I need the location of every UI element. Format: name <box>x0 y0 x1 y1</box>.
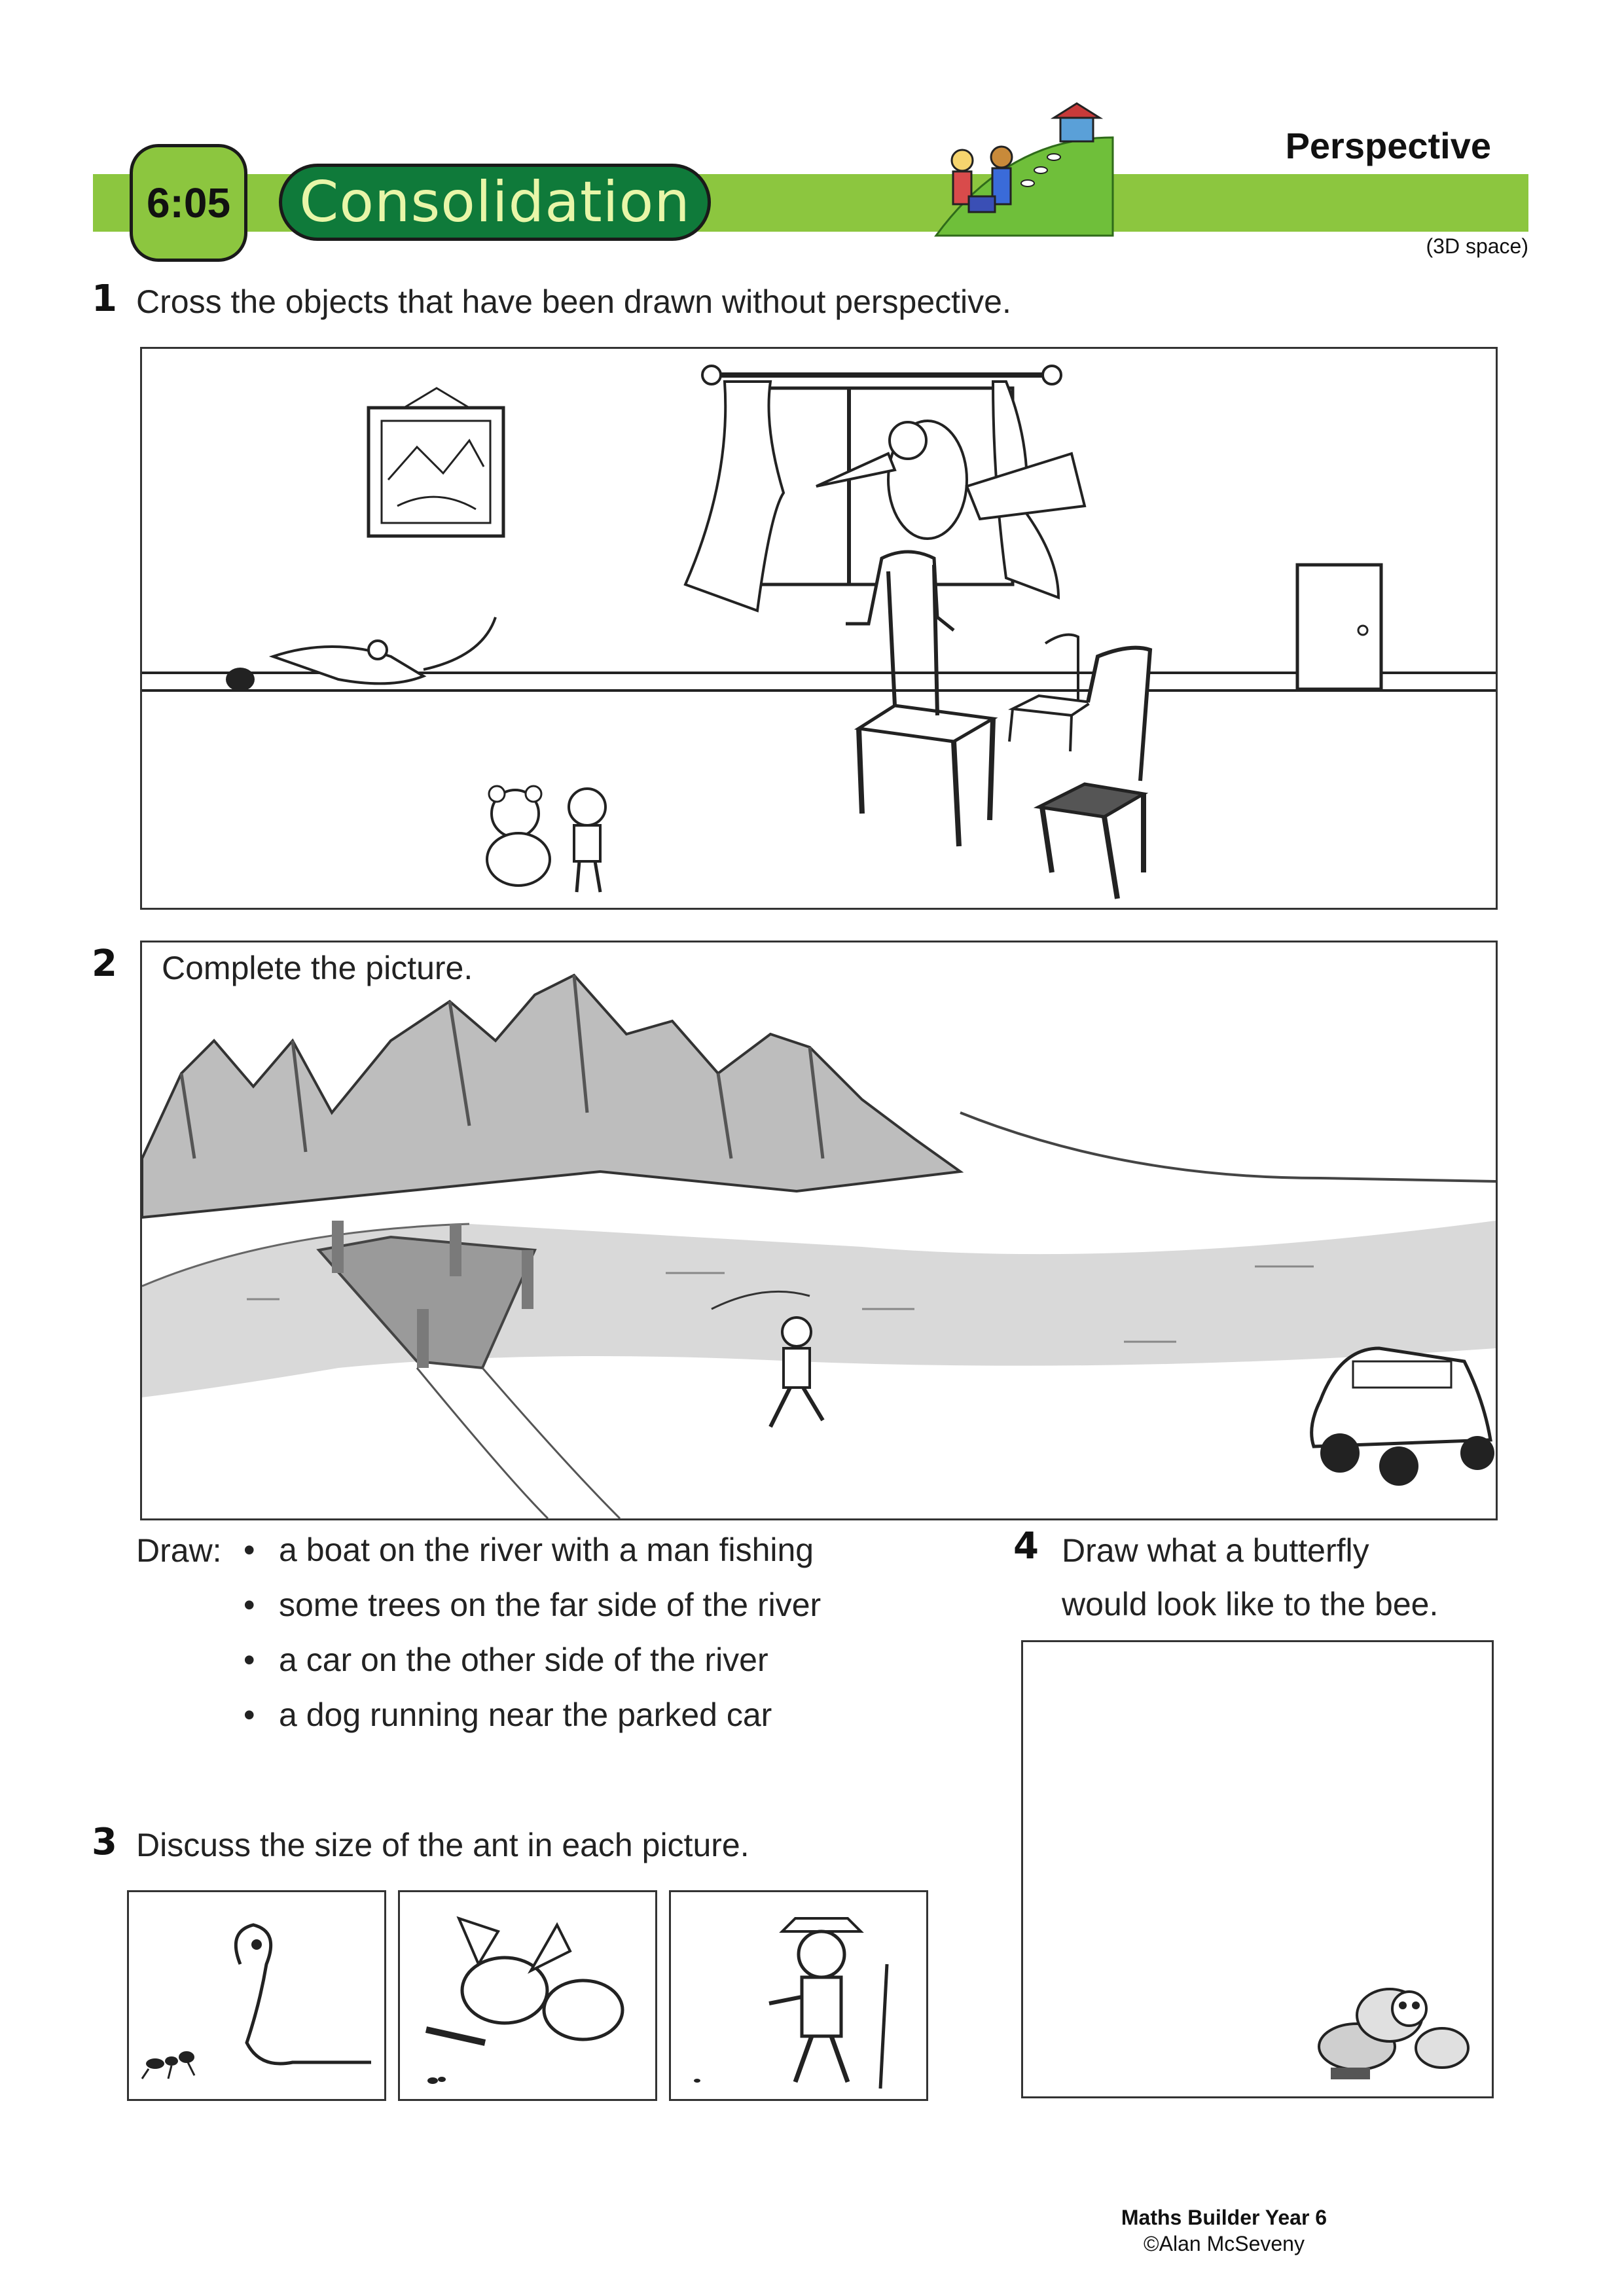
list-item: • a car on the other side of the river <box>244 1632 821 1687</box>
q3-number: 3 <box>92 1821 117 1863</box>
framed-picture[interactable] <box>369 388 503 536</box>
mountain-river-scene <box>142 942 1496 1518</box>
q4-line-1: Draw what a butterfly <box>1062 1532 1369 1569</box>
dog-and-ant <box>400 1892 655 2099</box>
bee-illustration <box>1023 1642 1492 2096</box>
page-title: Consolidation <box>299 170 691 235</box>
small-chair[interactable] <box>1009 635 1091 751</box>
footer-copyright: ©Alan McSeveny <box>1144 2232 1305 2255</box>
q1-picture-box <box>140 347 1498 910</box>
mouse-on-skirting[interactable] <box>226 617 496 691</box>
room-scene <box>142 349 1496 908</box>
door[interactable] <box>1297 565 1381 689</box>
topic-title: Perspective <box>1285 125 1491 166</box>
butterfly-drawing-box[interactable] <box>1021 1640 1494 2098</box>
white-chair[interactable] <box>846 552 993 846</box>
topic-subtitle: (3D space) <box>1426 234 1528 258</box>
small-boy[interactable] <box>569 789 605 892</box>
q4-number: 4 <box>1013 1525 1039 1568</box>
ant-picture-3 <box>669 1890 928 2101</box>
q3-text: Discuss the size of the ant in each picture. <box>136 1827 749 1863</box>
parked-car <box>1312 1348 1494 1486</box>
list-item: • a dog running near the parked car <box>244 1687 821 1742</box>
worm-and-ant <box>129 1892 384 2099</box>
q2-number: 2 <box>92 942 117 985</box>
teddy-bear[interactable] <box>487 786 550 886</box>
q4-line-2: would look like to the bee. <box>1062 1586 1439 1623</box>
hiker-and-ant <box>671 1892 926 2099</box>
unit-code-badge <box>130 144 247 262</box>
ant-picture-2 <box>398 1890 657 2101</box>
list-item: • a boat on the river with a man fishing <box>244 1522 821 1577</box>
q2-text: Complete the picture. <box>162 950 473 986</box>
dark-chair[interactable] <box>1039 648 1150 899</box>
draw-list <box>244 1522 821 1742</box>
unit-code: 6:05 <box>146 179 231 226</box>
q1-number: 1 <box>92 278 117 320</box>
draw-label: Draw: <box>136 1532 222 1569</box>
hill-well-illustration <box>929 98 1119 242</box>
ant-picture-1 <box>127 1890 386 2101</box>
q1-text: Cross the objects that have been drawn without perspective. <box>136 283 1011 320</box>
title-pill <box>279 164 711 241</box>
q2-picture-box <box>140 941 1498 1520</box>
list-item: • some trees on the far side of the river <box>244 1577 821 1632</box>
footer-book-title: Maths Builder Year 6 <box>1121 2206 1327 2229</box>
